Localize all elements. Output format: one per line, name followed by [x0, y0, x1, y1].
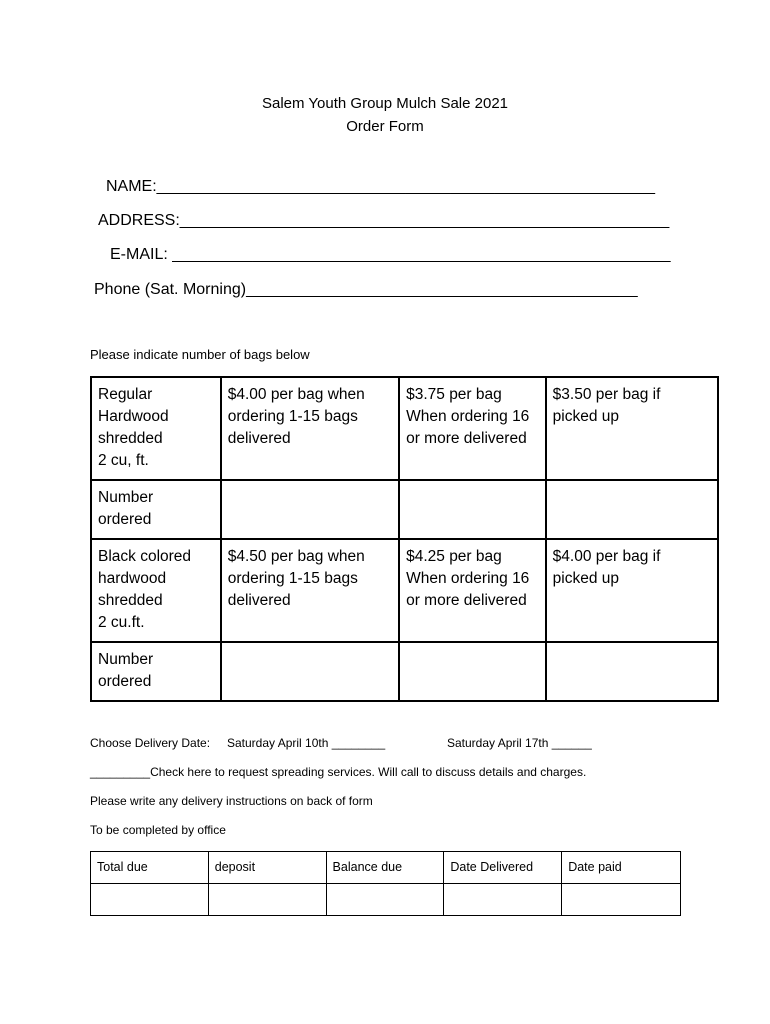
- deposit-input[interactable]: [208, 884, 326, 916]
- delivery-option-april-17[interactable]: Saturday April 17th ______: [447, 736, 592, 750]
- email-field[interactable]: E-MAIL: ________________________________________________________: [110, 246, 671, 263]
- black-number-ordered-label: Number ordered: [91, 642, 221, 701]
- regular-number-ordered-row: [91, 480, 718, 539]
- form-subtitle: Order Form: [346, 118, 424, 135]
- office-header-row: [91, 852, 681, 884]
- total-due-input[interactable]: [91, 884, 209, 916]
- black-number-ordered-row: [91, 642, 718, 701]
- address-field[interactable]: ADDRESS:_______________________________________________________: [98, 212, 670, 229]
- mulch-order-table: [90, 376, 719, 702]
- spreading-services-checkbox[interactable]: _________Check here to request spreading services. Will call to discuss details and charges.: [90, 765, 587, 779]
- regular-number-ordered-label: Number ordered: [91, 480, 221, 539]
- regular-price-picked-up: $3.50 per bag if picked up: [546, 377, 718, 480]
- regular-qty-16-plus-input[interactable]: [399, 480, 546, 539]
- regular-price-1-15-delivered: $4.00 per bag when ordering 1-15 bags delivered: [221, 377, 399, 480]
- delivery-option-april-10[interactable]: Saturday April 10th ________: [227, 736, 386, 750]
- black-qty-1-15-input[interactable]: [221, 642, 399, 701]
- deposit-header: deposit: [208, 852, 326, 884]
- office-entry-row: [91, 884, 681, 916]
- black-qty-pickup-input[interactable]: [546, 642, 718, 701]
- regular-qty-1-15-input[interactable]: [221, 480, 399, 539]
- form-title: Salem Youth Group Mulch Sale 2021: [262, 95, 508, 112]
- black-hardwood-row: [91, 539, 718, 642]
- regular-qty-pickup-input[interactable]: [546, 480, 718, 539]
- phone-field[interactable]: Phone (Sat. Morning)____________________________________________: [94, 281, 638, 298]
- black-price-picked-up: $4.00 per bag if picked up: [546, 539, 718, 642]
- total-due-header: Total due: [91, 852, 209, 884]
- date-delivered-input[interactable]: [444, 884, 562, 916]
- date-paid-input[interactable]: [562, 884, 681, 916]
- black-price-16-plus-delivered: $4.25 per bag When ordering 16 or more delivered: [399, 539, 546, 642]
- regular-price-16-plus-delivered: $3.75 per bag When ordering 16 or more delivered: [399, 377, 546, 480]
- date-delivered-header: Date Delivered: [444, 852, 562, 884]
- balance-due-header: Balance due: [326, 852, 444, 884]
- regular-hardwood-row: [91, 377, 718, 480]
- date-paid-header: Date paid: [562, 852, 681, 884]
- black-qty-16-plus-input[interactable]: [399, 642, 546, 701]
- black-hardwood-label: Black colored hardwood shredded 2 cu.ft.: [91, 539, 221, 642]
- delivery-instructions-note: Please write any delivery instructions on back of form: [90, 794, 373, 808]
- delivery-date-prompt: Choose Delivery Date:: [90, 736, 211, 750]
- regular-hardwood-label: Regular Hardwood shredded 2 cu, ft.: [91, 377, 221, 480]
- name-field[interactable]: NAME:________________________________________________________: [106, 178, 655, 195]
- black-price-1-15-delivered: $4.50 per bag when ordering 1-15 bags delivered: [221, 539, 399, 642]
- balance-due-input[interactable]: [326, 884, 444, 916]
- office-table: [90, 851, 681, 916]
- office-section-label: To be completed by office: [90, 823, 226, 837]
- bags-instructions: Please indicate number of bags below: [90, 347, 310, 362]
